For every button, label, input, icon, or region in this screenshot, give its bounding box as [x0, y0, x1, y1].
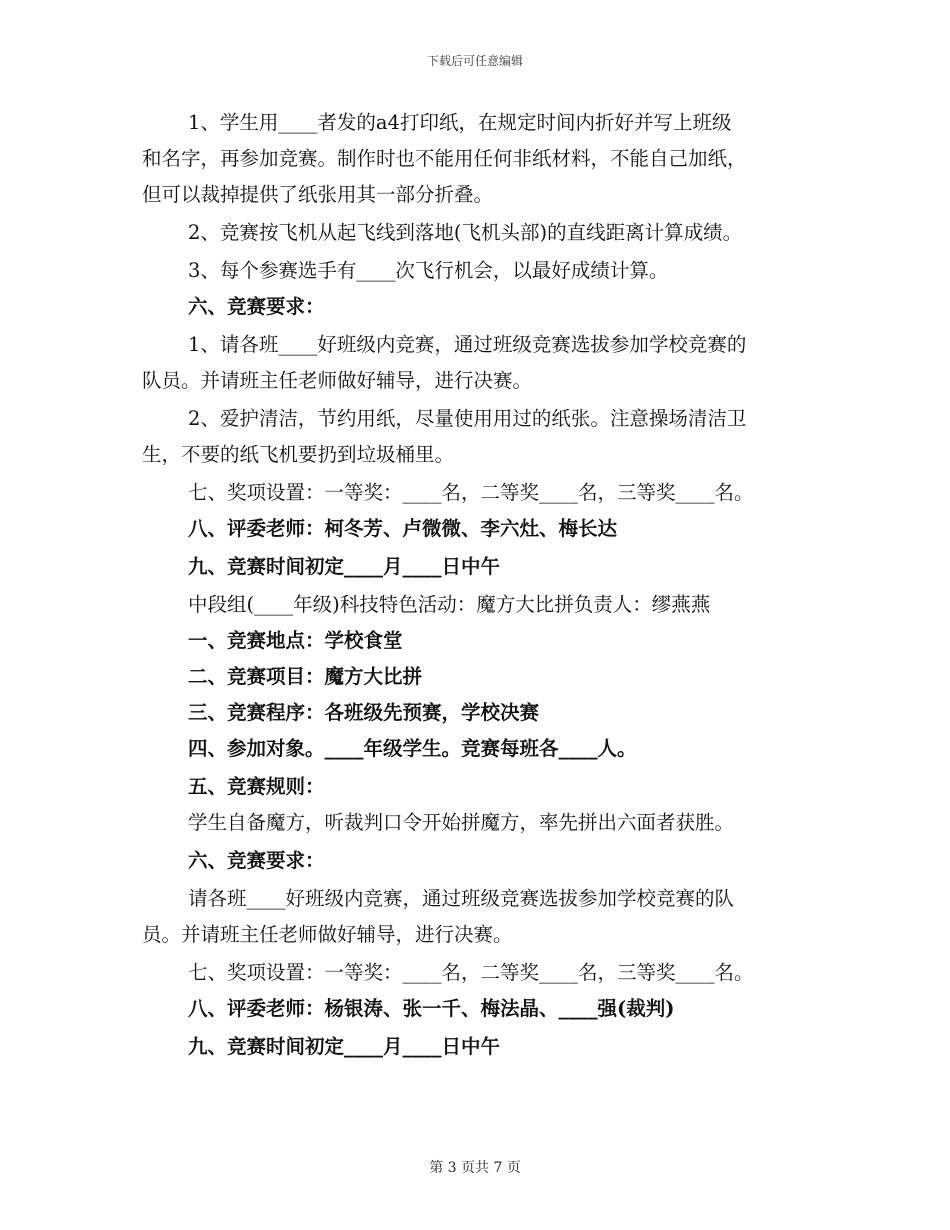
text-line: 九、竞赛时间初定____月____日中午	[188, 555, 501, 578]
text-line: 队员。并请班主任老师做好辅导，进行决赛。	[142, 369, 533, 392]
page-footer: 第 3 页共 7 页	[429, 1160, 521, 1176]
text-line: 九、竞赛时间初定____月____日中午	[188, 1035, 501, 1058]
text-line: 一、竞赛地点：学校食堂	[188, 629, 403, 652]
text-line: 生，不要的纸飞机要扔到垃圾桶里。	[142, 443, 455, 466]
text-line: 五、竞赛规则：	[188, 775, 325, 798]
text-line: 和名字，再参加竞赛。制作时也不能用任何非纸材料，不能自己加纸，	[142, 147, 747, 170]
text-line: 七、奖项设置：一等奖：____名，二等奖____名，三等奖____名。	[188, 481, 754, 504]
text-line: 3、每个参赛选手有____次飞行机会，以最好成绩计算。	[188, 259, 669, 282]
text-line: 三、竞赛程序：各班级先预赛，学校决赛	[188, 701, 540, 724]
text-line: 请各班____好班级内竞赛，通过班级竞赛选拔参加学校竞赛的队	[188, 887, 735, 910]
text-line: 六、竞赛要求：	[188, 849, 325, 872]
text-line: 员。并请班主任老师做好辅导，进行决赛。	[142, 923, 513, 946]
text-line: 1、学生用____者发的a4打印纸，在规定时间内折好并写上班级	[188, 111, 732, 134]
text-line: 但可以裁掉提供了纸张用其一部分折叠。	[142, 183, 494, 206]
text-line: 1、请各班____好班级内竞赛，通过班级竞赛选拔参加学校竞赛的	[188, 333, 747, 356]
text-line: 学生自备魔方，听裁判口令开始拼魔方，率先拼出六面者获胜。	[188, 811, 735, 834]
text-line: 二、竞赛项目：魔方大比拼	[188, 665, 423, 688]
text-line: 中段组(____年级)科技特色活动：魔方大比拼负责人：缪燕燕	[188, 593, 711, 616]
text-line: 八、评委老师：柯冬芳、卢微微、李六灶、梅长达	[188, 517, 618, 540]
text-line: 2、竞赛按飞机从起飞线到落地(飞机头部)的直线距离计算成绩。	[188, 221, 743, 244]
text-line: 2、爱护清洁，节约用纸，尽量使用用过的纸张。注意操场清洁卫	[188, 407, 747, 430]
page-header: 下载后可任意编辑	[426, 54, 523, 68]
text-line: 四、参加对象。____年级学生。竞赛每班各____人。	[188, 737, 637, 760]
text-line: 八、评委老师：杨银涛、张一千、梅法晶、____强(裁判)	[188, 997, 675, 1020]
text-line: 七、奖项设置：一等奖：____名，二等奖____名，三等奖____名。	[188, 961, 754, 984]
text-line: 六、竞赛要求：	[188, 295, 325, 318]
